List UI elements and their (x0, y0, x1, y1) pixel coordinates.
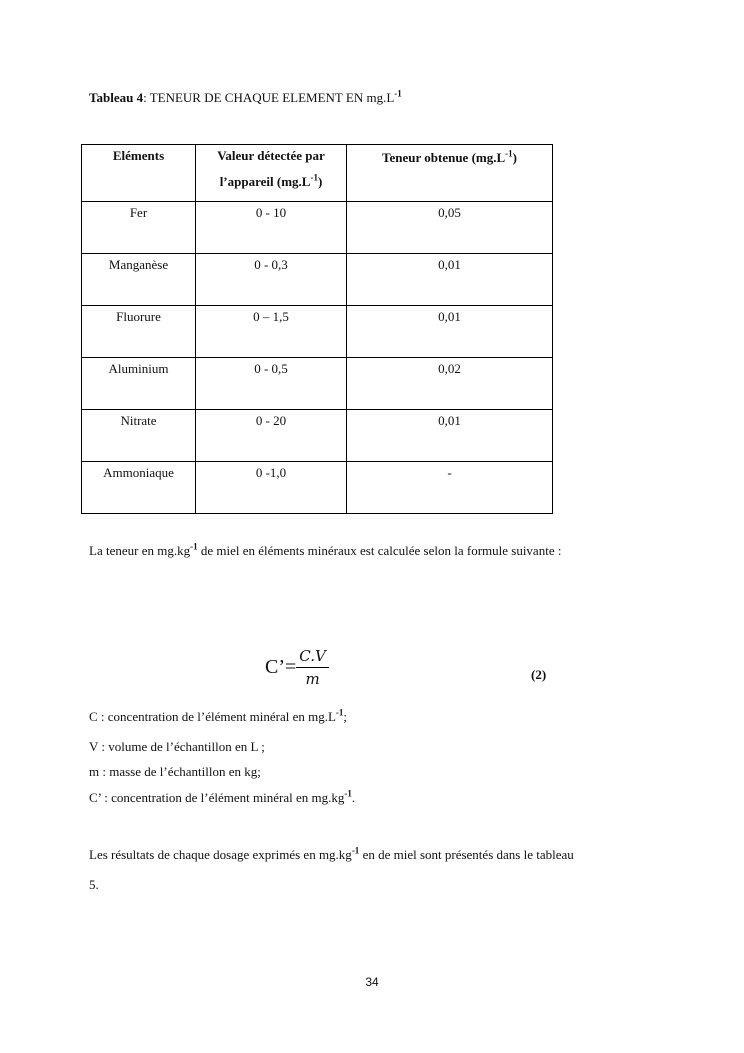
page-number: 34 (365, 975, 379, 989)
detected-range: 0 - 20 (255, 413, 287, 428)
obtained-value: - (447, 465, 452, 480)
formula-numerator: C.V (296, 647, 329, 668)
obtained-value: 0,05 (438, 205, 461, 220)
table-row (82, 254, 553, 306)
element-name: Fluorure (116, 309, 161, 324)
caption-label: Tableau 4 (89, 90, 144, 105)
table-row (82, 202, 553, 254)
formula-intro-paragraph: La teneur en $mg.kg^{-1}$ de miel en éléments minéraux est calculée selon la formule suivante : (89, 541, 562, 558)
detected-range: 0 -1,0 (255, 465, 287, 480)
definition-c-prime: C’ : concentration de l’élément minéral en $mg.kg^{-1}$. (89, 788, 356, 805)
detected-range: 0 – 1,5 (253, 309, 289, 324)
detected-range: 0 - 0,3 (254, 257, 288, 272)
obtained-value: 0,02 (438, 361, 461, 376)
table-caption (89, 90, 402, 106)
table-header-row (82, 145, 553, 202)
element-name: Manganèse (108, 257, 169, 272)
caption-exponent: -1 (394, 88, 402, 99)
table-row (82, 462, 553, 514)
obtained-value: 0,01 (438, 257, 461, 272)
formula-fraction (296, 647, 329, 688)
element-name: Fer (129, 205, 148, 220)
header-elements: Eléments (82, 145, 196, 202)
results-paragraph-line2: 5. (89, 877, 99, 892)
header-detected-value: Valeur détectée par l’appareil $(mg.L^{-1})$ (196, 145, 347, 202)
element-name: Nitrate (120, 413, 157, 428)
obtained-value: 0,01 (438, 309, 461, 324)
caption-text: : TENEUR DE CHAQUE ELEMENT EN mg.L (143, 90, 395, 105)
table-row (82, 358, 553, 410)
header-obtained-content: Teneur obtenue $(mg.L^{-1})$ (347, 145, 553, 202)
element-name: Ammoniaque (103, 465, 174, 480)
formula-denominator: m (305, 670, 320, 688)
element-content-table (81, 144, 553, 514)
formula-lhs: C’= (265, 656, 297, 678)
definition-v: V : volume de l’échantillon en L ; (89, 739, 265, 754)
definition-c: C : concentration de l’élément minéral en $mg.L^{-1}$; (89, 707, 348, 724)
formula (265, 647, 329, 688)
definition-m: m : masse de l’échantillon en kg; (89, 764, 261, 779)
results-paragraph: Les résultats de chaque dosage exprimés en $mg.kg^{-1}$ en de miel sont présentés dans le tableau (89, 845, 574, 862)
detected-range: 0 - 10 (255, 205, 287, 220)
equation-number: (2) (531, 667, 547, 682)
element-name: Aluminium (108, 361, 169, 376)
detected-range: 0 - 0,5 (254, 361, 288, 376)
obtained-value: 0,01 (438, 413, 461, 428)
table-row (82, 410, 553, 462)
table-row (82, 306, 553, 358)
